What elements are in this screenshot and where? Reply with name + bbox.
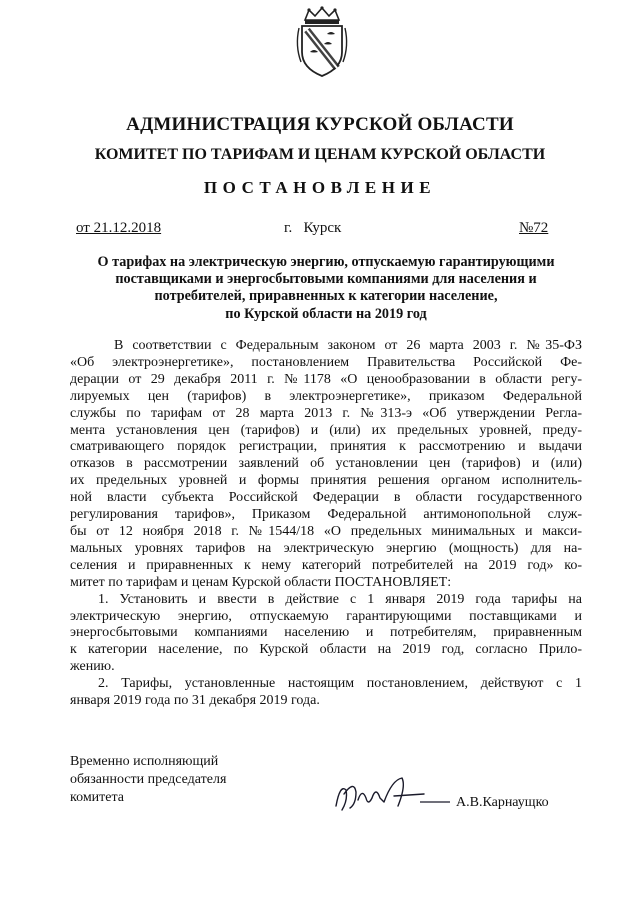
body-line: мальных уровнях тарифов на электрическую энергию (мощность) для на- <box>70 540 582 556</box>
subject-line: поставщиками и энергосбытовыми компаниями для населения и <box>115 271 537 288</box>
subject-line: потребителей, приравненных к категории население, <box>154 288 498 305</box>
body-line: бы от 12 ноября 2018 г. №1544/18 «О предельных минимальных и макси- <box>70 523 582 539</box>
body-line: 2. Тарифы, установленные настоящим постановлением, действуют с 1 <box>98 676 582 692</box>
body-line: их предельных уровней и формы принятия решения органом исполнитель- <box>70 473 582 489</box>
document-subject <box>70 254 582 323</box>
body-line: к категории население, по Курской области на 2019 год, согласно Прило- <box>70 642 582 658</box>
document-type-title: ПОСТАНОВЛЕНИЕ <box>203 178 437 197</box>
subject-line: О тарифах на электрическую энергию, отпускаемую гарантирующими <box>97 254 555 270</box>
signer-position-line: Временно исполняющий <box>70 754 219 769</box>
body-line: лируемых цен (тарифов) в электроэнергетике», приказом Федеральной <box>70 388 582 404</box>
body-line: энергосбытовыми компаниями населению и потребителям, приравненным <box>70 625 582 641</box>
document-city: г. Курск <box>284 220 342 236</box>
body-line: дерации от 29 декабря 2011 г. №1178 «О ценообразовании в области регу- <box>70 371 582 387</box>
signer-name: А.В.Карнаущко <box>456 795 549 810</box>
body-line: митет по тарифам и ценам Курской области ПОСТАНОВЛЯЕТ: <box>70 574 452 590</box>
signer-position <box>70 753 226 807</box>
organization-title: АДМИНИСТРАЦИЯ КУРСКОЙ ОБЛАСТИ <box>126 114 514 135</box>
body-line: службы по тарифам от 28 марта 2013 г. №313-э «Об утверждении Регла- <box>70 405 582 421</box>
subject-line: по Курской области на 2019 год <box>225 305 427 322</box>
body-line: сматривающего порядок регистрации, принятия к рассмотрению и выдачи <box>70 439 582 455</box>
body-line: «Об электроэнергетике», постановлением Правительства Российской Фе- <box>70 354 582 370</box>
body-line: ной власти субъекта Российской Федерации в области государственного <box>70 490 582 506</box>
body-line: 1. Установить и ввести в действие с 1 января 2019 года тарифы на <box>98 591 582 607</box>
signer-position-line: комитета <box>70 790 125 805</box>
handwritten-signature-icon <box>332 772 452 816</box>
body-line: В соответствии с Федеральным законом от 26 марта 2003 г. №35-ФЗ <box>114 338 582 353</box>
committee-title: КОМИТЕТ ПО ТАРИФАМ И ЦЕНАМ КУРСКОЙ ОБЛАСТИ <box>94 146 546 163</box>
body-line: мента установления цен (тарифов) и (или) их предельных уровней, преду- <box>70 422 582 438</box>
body-line: жению. <box>70 659 115 675</box>
document-date: от 21.12.2018 <box>76 220 162 236</box>
signer-position-line: обязанности председателя <box>70 772 227 787</box>
body-line: селения и приравненных к нему категорий потребителей на 2019 год» ко- <box>70 557 582 573</box>
document-number: №72 <box>519 220 549 236</box>
document-body <box>70 338 582 710</box>
kursk-coat-of-arms-icon <box>293 6 351 78</box>
body-line: отказов в рассмотрении заявлений об установлении цен (тарифов) и (или) <box>70 456 582 472</box>
body-line: регулирования тарифов», Приказом Федеральной антимонопольной служ- <box>70 507 582 523</box>
body-line: января 2019 года по 31 декабря 2019 года. <box>70 693 320 709</box>
body-line: электрическую энергию, отпускаемую гарантирующими поставщиками и <box>70 608 582 624</box>
